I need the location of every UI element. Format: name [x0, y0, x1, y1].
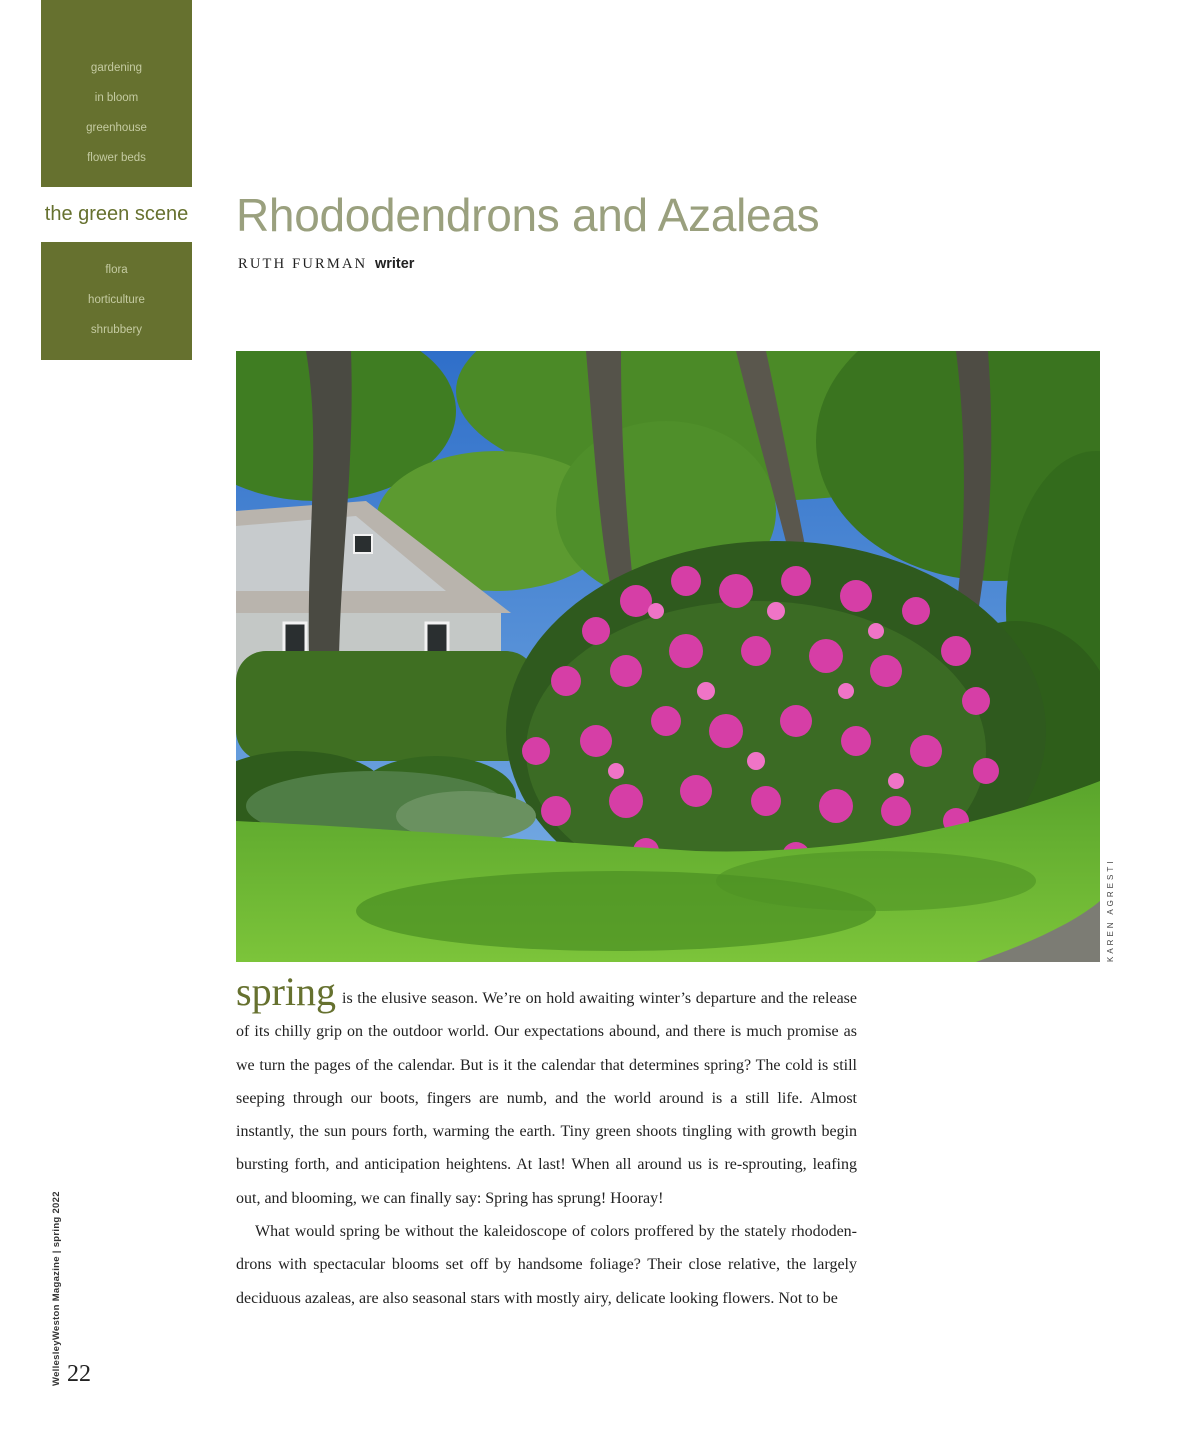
garden-photo-illustration: [236, 351, 1100, 962]
tag-in-bloom: in bloom: [94, 92, 139, 104]
paragraph-2: What would spring be without the kaleidoscope of colors proffered by the stately rhododendrons with spectacular blooms set off by handsome foliage? Their close relative, the largely deciduous azaleas, are also seasonal stars with mostly airy, delicate looking flowers. Not to be: [236, 1223, 857, 1307]
article-body: [236, 969, 857, 1315]
tag-box-top: [41, 0, 192, 187]
paragraph-1-text: is the elusive season. We’re on hold awaiting winter’s departure and the release of its chilly grip on the outdoor world. Our expectations abound, and there is much promise as we turn the pages of the calendar. But is it the calendar that determines spring? The cold is still seeping through our boots, fingers are numb, and the world around is a still life. Almost instantly, the sun pours forth, warming the earth. Tiny green shoots tingling with growth begin bursting forth, and anticipation heightens. At last! When all around us is re-sprouting, leafing out, and blooming, we can finally say: Spring has sprung! Hooray!: [236, 990, 857, 1207]
tag-flora: flora: [105, 264, 128, 276]
lead-word: spring: [236, 969, 336, 1014]
tag-horticulture: horticulture: [88, 294, 145, 306]
byline: [238, 256, 414, 273]
tag-shrubbery: shrubbery: [90, 324, 143, 336]
article-title: Rhododendrons and Azaleas: [236, 189, 820, 241]
tag-greenhouse: greenhouse: [86, 122, 147, 134]
photo-credit: KAREN AGRESTI: [1106, 858, 1115, 962]
tag-gardening: gardening: [90, 62, 143, 74]
tag-flower-beds: flower beds: [87, 152, 146, 164]
page-number: 22: [67, 1361, 91, 1387]
magazine-footer: WellesleyWeston Magazine | spring 2022: [51, 1191, 62, 1386]
author-role: writer: [374, 256, 415, 272]
article-photo: [236, 351, 1100, 962]
author-name: RUTH FURMAN: [238, 256, 368, 272]
paragraph-1: [236, 969, 857, 1215]
section-label: the green scene: [44, 203, 189, 225]
tag-box-bottom: [41, 242, 192, 360]
